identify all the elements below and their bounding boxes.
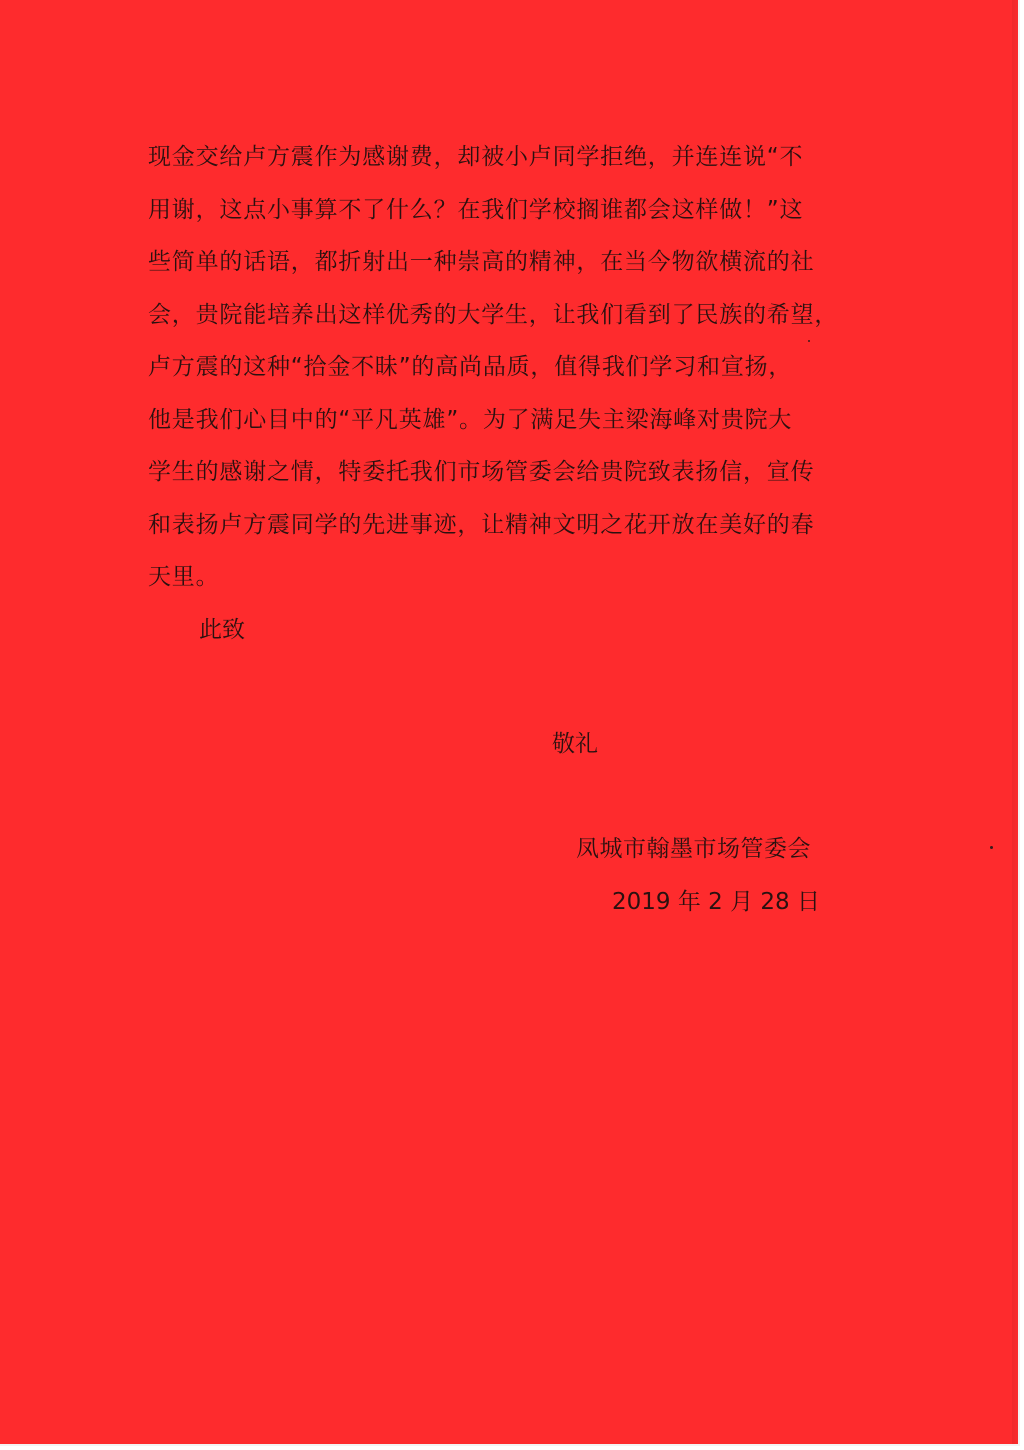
body-line: 用谢，这点小事算不了什么？在我们学校搁谁都会这样做！”这 — [148, 196, 804, 223]
signer-organization: 凤城市翰墨市场管委会 — [576, 836, 811, 862]
body-line: 他是我们心目中的“平凡英雄”。为了满足失主梁海峰对贵院大 — [148, 406, 793, 433]
body-line: 卢方震的这种“拾金不昧”的高尚品质，值得我们学习和宣扬， — [148, 354, 793, 380]
body-line: 和表扬卢方震同学的先进事迹，让精神文明之花开放在美好的春 — [148, 511, 815, 538]
body-line: 会，贵院能培养出这样优秀的大学生，让我们看到了民族的希望， — [148, 301, 839, 328]
salutation: 敬礼 — [552, 731, 598, 757]
scan-speck — [990, 846, 993, 849]
scan-speck — [808, 340, 810, 342]
letter-body — [148, 131, 868, 604]
body-line: 天里。 — [148, 564, 220, 590]
letter-date: 2019 年 2 月 28 日 — [612, 889, 820, 915]
body-line: 些简单的话语，都折射出一种崇高的精神，在当今物欲横流的社 — [148, 249, 815, 275]
body-line: 学生的感谢之情，特委托我们市场管委会给贵院致表扬信，宣传 — [148, 459, 815, 485]
body-line: 现金交给卢方震作为感谢费，却被小卢同学拒绝，并连连说“不 — [148, 144, 804, 170]
closing-phrase: 此致 — [199, 617, 245, 643]
